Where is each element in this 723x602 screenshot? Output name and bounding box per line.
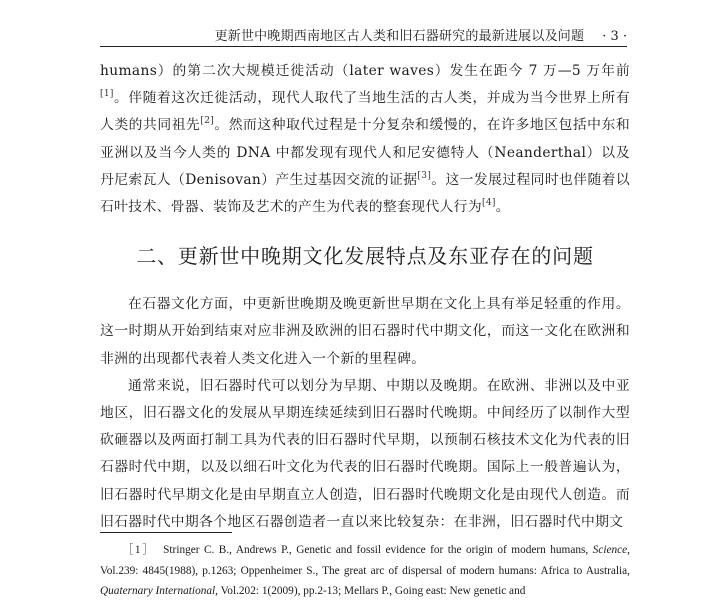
- intro-text-3: 。然而这种取代过程是十分复杂和缓慢的，在许多地区包括中东和亚洲以及当今人类的 DNA 中都发现有现代人和尼安德特人（Neanderthal）以及丹尼索瓦人（Denisovan）产生过基因交流的证据: [100, 117, 630, 188]
- intro-paragraph: [100, 58, 630, 221]
- running-header-title: 更新世中晚期西南地区古人类和旧石器研究的最新进展以及问题: [214, 29, 585, 44]
- page-number: · 3 ·: [602, 29, 627, 44]
- intro-text-2: 。伴随着这次迁徙活动，现代人取代了当地生活的古人类，并成为当今世界上所有人类的共同祖先: [100, 90, 630, 134]
- footnote-journal-science: Science: [592, 544, 628, 556]
- intro-text-1: humans）的第二次大规模迁徙活动（later waves）发生在距今 7 万—5 万年前: [100, 63, 630, 79]
- section-heading: 二、更新世中晚期文化发展特点及东亚存在的问题: [136, 244, 594, 269]
- citation-1[interactable]: [1]: [100, 89, 114, 100]
- footnote-text-c: , Vol.202: 1(2009), pp.2-13; Mellars P., Going east: New genetic and: [215, 585, 526, 598]
- main-text: [100, 58, 630, 536]
- footnote-divider: [100, 532, 232, 533]
- citation-3[interactable]: [3]: [417, 170, 432, 181]
- running-header: [100, 22, 627, 47]
- footnote-text-a: Stringer C. B., Andrews P., Genetic and fossil evidence for the origin of modern humans,: [163, 544, 593, 556]
- citation-4[interactable]: [4]: [481, 198, 496, 209]
- footnote-mark: ［1］: [122, 544, 156, 556]
- intro-text-5: 。: [495, 199, 510, 216]
- paragraph-stone-culture: 在石器文化方面，中更新世晚期及晚更新世早期在文化上具有举足轻重的作用。这一时期从开始到结束对应非洲及欧洲的旧石器时代中期文化，而这一文化在欧洲和非洲的出现都代表着人类文化进入一个新的里程碑。: [100, 296, 630, 367]
- footnote-journal-quaternary: Quaternary International: [100, 585, 216, 598]
- paragraph-paleolithic-periods: 通常来说，旧石器时代可以划分为早期、中期以及晚期。在欧洲、非洲以及中亚地区，旧石器文化的发展从早期连续延续到旧石器时代晚期。中间经历了以制作大型砍砸器以及两面打制工具为代表的旧石器时代早期，以预制石核技术文化为代表的旧石器时代中期，以及以细石叶文化为代表的旧石器时代晚期。国际上一般普遍认为，旧石器时代早期文化是由早期直立人创造，旧石器时代晚期文化是由现代人创造。而旧石器时代中期各个地区石器创造者一直以来比较复杂：在非洲，旧石器时代中期文: [100, 377, 630, 530]
- intro-text-4: 。这一发展过程同时也伴随着以石叶技术、骨器、装饰及艺术的产生为代表的整套现代人行为: [100, 171, 630, 216]
- footnote-text-b: , Vol.239: 4845(1988), p.1263; Oppenheimer S., The great arc of dispersal of modern humans: Africa to Australia,: [100, 544, 630, 577]
- footnote-1: [100, 540, 630, 602]
- citation-2[interactable]: [2]: [200, 116, 215, 127]
